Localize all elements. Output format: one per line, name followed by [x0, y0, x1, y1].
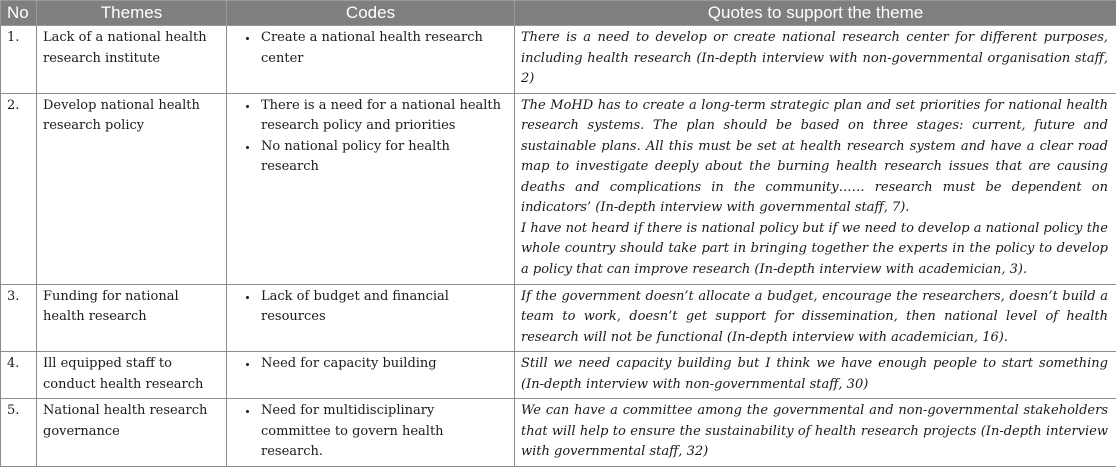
code-item: • Lack of budget and financial resources [259, 287, 508, 328]
quote-text: The MoHD has to create a long-term strategic plan and set priorities for national health research systems. The plan should be based on three stages: current, future and sustainable plans. All this must be set at health research system and have a clear road map to investigate deeply about the burning health research issues that are causing deaths and complications in the community…… research must be dependent on indicators’ (In-depth interview with governmental staff, 7). [521, 96, 1108, 219]
quote-cell [515, 284, 1116, 352]
row-number: 3. [1, 284, 37, 352]
codes-cell [227, 93, 515, 284]
codes-cell [227, 352, 515, 399]
codes-list [233, 96, 508, 178]
codes-cell [227, 26, 515, 94]
quote-text: There is a need to develop or create national research center for different purposes, including health research (In-depth interview with non-governmental organisation staff, 2) [521, 28, 1108, 90]
header-quotes: Quotes to support the theme [515, 1, 1116, 26]
quote-text: I have not heard if there is national policy but if we need to develop a national policy the whole country should take part in bringing together the experts in the policy to develop a policy that can improve research (In-depth interview with academician, 3). [521, 219, 1108, 281]
header-row [1, 1, 1116, 26]
code-item: • There is a need for a national health research policy and priorities [259, 96, 508, 137]
quote-cell [515, 399, 1116, 467]
theme-cell: Funding for national health research [37, 284, 227, 352]
codes-list [233, 401, 508, 463]
row-number: 5. [1, 399, 37, 467]
codes-cell [227, 284, 515, 352]
quote-text: Still we need capacity building but I think we have enough people to start something (In-depth interview with non-governmental staff, 30) [521, 354, 1108, 395]
table-row [1, 352, 1116, 399]
code-item: • Create a national health research center [259, 28, 508, 69]
codes-list [233, 354, 508, 375]
codes-cell [227, 399, 515, 467]
quote-cell [515, 26, 1116, 94]
quote-text: If the government doesn’t allocate a budget, encourage the researchers, doesn’t build a team to work, doesn’t get support for dissemination, then national level of health research will not be functional (In-depth interview with academician, 16). [521, 287, 1108, 349]
row-number: 2. [1, 93, 37, 284]
header-no: No [1, 1, 37, 26]
theme-cell: National health research governance [37, 399, 227, 467]
quote-cell [515, 352, 1116, 399]
table-row [1, 26, 1116, 94]
row-number: 4. [1, 352, 37, 399]
code-item: • Need for capacity building [259, 354, 508, 375]
code-item: • No national policy for health research [259, 137, 508, 178]
code-item: • Need for multidisciplinary committee to govern health research. [259, 401, 508, 463]
theme-cell: Lack of a national health research institute [37, 26, 227, 94]
codes-list [233, 28, 508, 69]
quote-cell [515, 93, 1116, 284]
table-row [1, 284, 1116, 352]
header-themes: Themes [37, 1, 227, 26]
theme-cell: Ill equipped staff to conduct health research [37, 352, 227, 399]
table-row [1, 93, 1116, 284]
codes-list [233, 287, 508, 328]
table-row [1, 399, 1116, 467]
theme-cell: Develop national health research policy [37, 93, 227, 284]
row-number: 1. [1, 26, 37, 94]
quote-text: We can have a committee among the governmental and non-governmental stakeholders that will help to ensure the sustainability of health research projects (In-depth interview with governmental staff, 32) [521, 401, 1108, 463]
header-codes: Codes [227, 1, 515, 26]
